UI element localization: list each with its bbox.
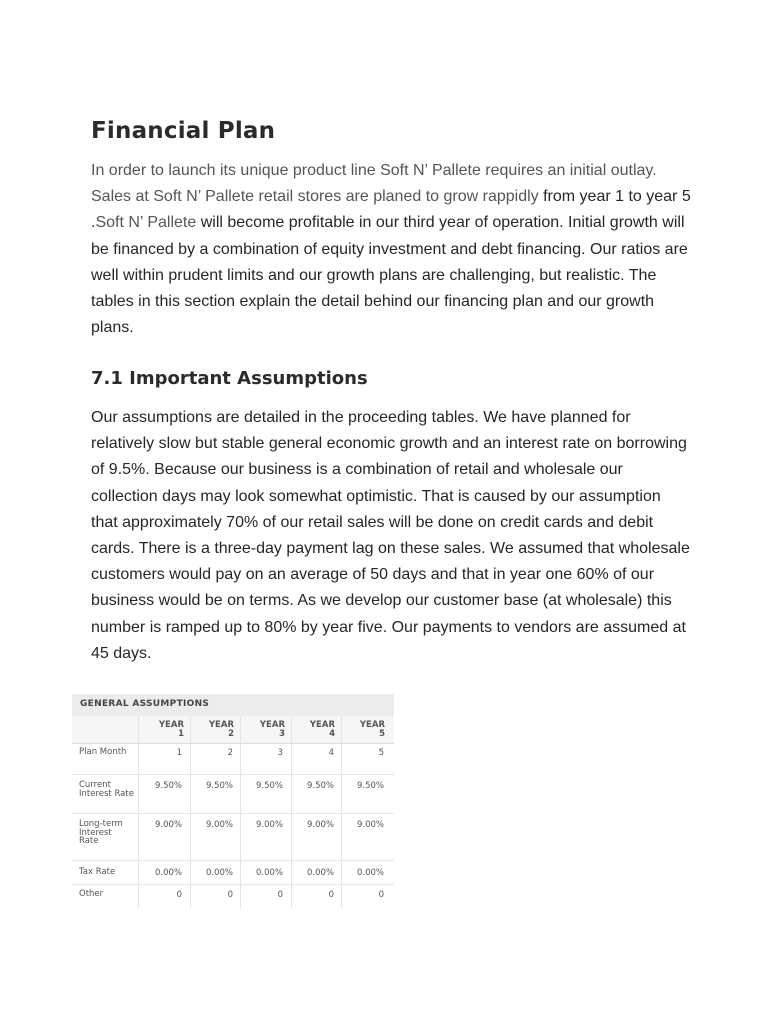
table-cell: 9.00% [306,820,334,830]
table-cell: 9.00% [255,820,283,830]
table-cell: 9.00% [205,820,233,830]
table-cell: 0.00% [205,868,233,878]
table-cell: 0 [227,890,233,900]
row-label: Other [79,889,104,899]
table-cell: 9.50% [356,781,384,791]
table-header-row [72,716,394,744]
table-row-plan-month [72,744,394,775]
table-title: GENERAL ASSUMPTIONS [80,699,210,709]
table-cell: 9.50% [255,781,283,791]
intro-text-3: Soft N’ Pallete [95,214,197,232]
table-cell: 9.50% [205,781,233,791]
table-cell: 0.00% [255,868,283,878]
intro-text-1: In order to launch its unique product line Soft N’ Pallete requires an initial outlay. Sales at Soft N’ Pallete retail stores are planed to grow rappidly [91,162,657,206]
table-cell: 0 [378,890,384,900]
table-cell: 2 [227,748,233,758]
table-cell: 9.00% [356,820,384,830]
intro-text-2: from year 1 to year 5 . [91,188,691,232]
table-cell: 0.00% [154,868,182,878]
intro-paragraph [91,158,691,341]
assumptions-paragraph: Our assumptions are detailed in the proceeding tables. We have planned for relatively slow but stable general economic growth and an interest rate on borrowing of 9.5%. Because our business is a combination of retail and wholesale our collection days may look somewhat optimistic. That is caused by our assumption that approximately 70% of our retail sales will be done on credit cards and debit cards. There is a three-day payment lag on these sales. We assumed that wholesale customers would pay on an average of 50 days and that in year one 60% of our business would be on terms. As we develop our customer base (at wholesale) this number is ramped up to 80% by year five. Our payments to vendors are assumed at 45 days. [91,409,690,662]
table-row-other [72,886,394,906]
table-cell: 9.50% [154,781,182,791]
row-label: Tax Rate [79,867,116,877]
table-cell: 0 [328,890,334,900]
table-cell: 5 [378,748,384,758]
column-header-year-3: YEAR 3 [259,720,285,739]
table-cell: 0 [277,890,283,900]
table-cell: 4 [328,748,334,758]
table-title-bar [72,694,394,717]
column-header-year-2: YEAR 2 [208,720,234,739]
table-cell: 3 [277,748,283,758]
column-header-year-5: YEAR 5 [359,720,385,739]
row-label: Plan Month [79,747,127,757]
table-cell: 9.50% [306,781,334,791]
table-row-tax-rate [72,864,394,885]
table-cell: 9.00% [154,820,182,830]
table-cell: 0.00% [356,868,384,878]
intro-text-4: will become profitable in our third year of operation. Initial growth will be financed by a combination of equity investment and debt financing. Our ratios are well within prudent limits and our growth plans are challenging, but realistic. The tables in this section explain the detail behind our financing plan and our growth plans. [91,214,688,337]
table-cell: 0 [176,890,182,900]
column-header-year-1: YEAR 1 [158,720,184,739]
row-label: Current Interest Rate [79,780,134,799]
row-label: Long-term Interest Rate [79,819,123,847]
page-title: Financial Plan [91,118,276,144]
table-row-long-term-interest-rate [72,816,394,861]
table-cell: 1 [176,748,182,758]
section-heading: 7.1 Important Assumptions [91,368,368,389]
table-row-current-interest-rate [72,777,394,814]
general-assumptions-table [72,694,394,908]
table-cell: 0.00% [306,868,334,878]
column-header-year-4: YEAR 4 [309,720,335,739]
